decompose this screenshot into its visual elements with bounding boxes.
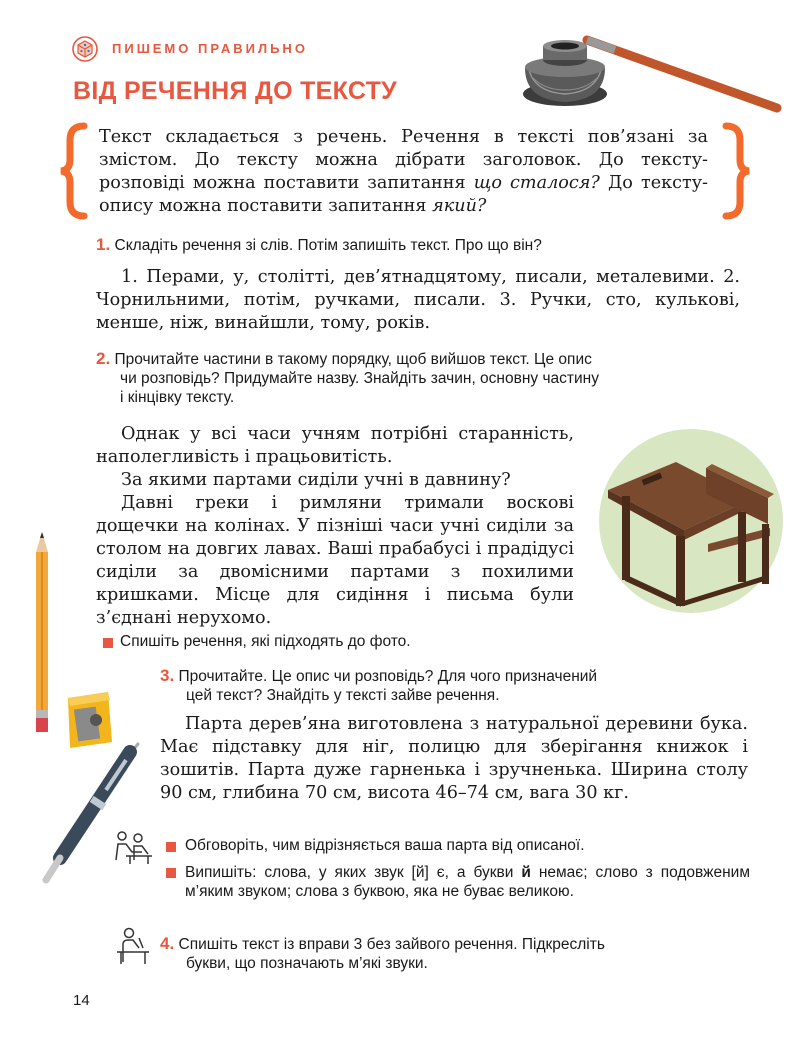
writing-student-icon bbox=[113, 926, 153, 966]
pencil-image bbox=[28, 530, 56, 735]
bullet-3-after: немає; слово з подовженим м’яким звуком; слова з буквою, яка не буває великою. bbox=[185, 864, 750, 900]
task-3-instruction bbox=[160, 666, 760, 705]
task-1-text: Складіть речення зі слів. Потім запишіть текст. Про що він? bbox=[114, 237, 542, 254]
page-number: 14 bbox=[73, 992, 90, 1009]
bullet-marker bbox=[103, 638, 113, 648]
rule-text-1: Текст складається з речень. Речення в тексті пов’язані за змістом. До тексту можна дібрати заголовок. До тексту-розповіді можна поставити запитання bbox=[99, 127, 708, 193]
rule-text-2: До тексту-опису можна поставити запитання bbox=[99, 173, 708, 216]
task-4-line-1: Спишіть текст із вправи 3 без зайвого речення. Підкресліть bbox=[178, 936, 605, 953]
task-4-number: 4. bbox=[160, 934, 175, 953]
task-1-instruction bbox=[96, 235, 756, 255]
pair-work-icon bbox=[112, 830, 156, 866]
task-2-paragraph-2: За якими партами сиділи учні в давнину? bbox=[121, 470, 511, 490]
left-brace-icon bbox=[58, 122, 88, 220]
bullet-2-text: Обговоріть, чим відрізняється ваша парта від описаної. bbox=[185, 837, 585, 854]
rule-question-1: що сталося? bbox=[473, 173, 600, 193]
bullet-marker bbox=[166, 842, 176, 852]
task-3-line-2: цей текст? Знайдіть у тексті зайве речення. bbox=[186, 687, 500, 704]
inkwell-pen-image bbox=[515, 20, 785, 120]
task-1-words: 1. Перами, у, столітті, дев’ятнадцятому, писали, металевими. 2. Чорнильними, потім, ручками, писали. 3. Ручки, сто, кулькові, менше, ніж, винайшли, тому, років. bbox=[96, 267, 740, 333]
rule-question-2: який? bbox=[432, 196, 487, 216]
task-2-instruction bbox=[96, 349, 751, 407]
bullet-3-before: Випишіть: слова, у яких звук [й] є, а букви bbox=[185, 864, 522, 881]
task-2-line-2: чи розповідь? Придумайте назву. Знайдіть зачин, основну частину bbox=[120, 370, 599, 387]
dice-icon bbox=[72, 36, 98, 62]
task-4-instruction bbox=[160, 934, 760, 973]
task-2-number: 2. bbox=[96, 349, 111, 368]
right-brace-icon bbox=[722, 122, 752, 220]
task-2-text bbox=[96, 423, 574, 630]
task-2-line-3: і кінцівку тексту. bbox=[120, 389, 235, 406]
task-3-number: 3. bbox=[160, 666, 175, 685]
task-1-number: 1. bbox=[96, 235, 111, 254]
section-label: ПИШЕМО ПРАВИЛЬНО bbox=[112, 41, 308, 56]
page-title: ВІД РЕЧЕННЯ ДО ТЕКСТУ bbox=[73, 77, 397, 105]
old-desk-image bbox=[598, 428, 784, 614]
task-3-line-1: Прочитайте. Це опис чи розповідь? Для чого призначений bbox=[178, 668, 598, 685]
bullet-3-text bbox=[185, 863, 750, 901]
task-4-line-2: букви, що позначають м’які звуки. bbox=[186, 955, 428, 972]
task-2-paragraph-3: Давні греки і римляни тримали воскові дощечки на колінах. У пізніші часи учні сиділи за столом на довгих лавах. Ваші прабабусі і прадідусі сиділи за двомісними партами з похилими кришками. Місце для сидіння і письма були з’єднані нерухомо. bbox=[96, 493, 574, 628]
task-2-paragraph-1: Однак у всі часи учням потрібні старанність, наполегливість і працьовитість. bbox=[96, 424, 574, 467]
bullet-1-text: Спишіть речення, які підходять до фото. bbox=[120, 633, 411, 650]
task-2-line-1: Прочитайте частини в такому порядку, щоб вийшов текст. Це опис bbox=[114, 351, 592, 368]
task-3-text: Парта дерев’яна виготовлена з натуральної деревини бука. Має підставку для ніг, полицю для зберігання книжок і зошитів. Парта дуже гарненька і зручненька. Ширина столу 90 см, глибина 70 см, висота 46–74 см, вага 30 кг. bbox=[160, 714, 748, 803]
bullet-marker bbox=[166, 868, 176, 878]
rule-box bbox=[99, 126, 708, 218]
bullet-3-letter: й bbox=[521, 864, 531, 881]
